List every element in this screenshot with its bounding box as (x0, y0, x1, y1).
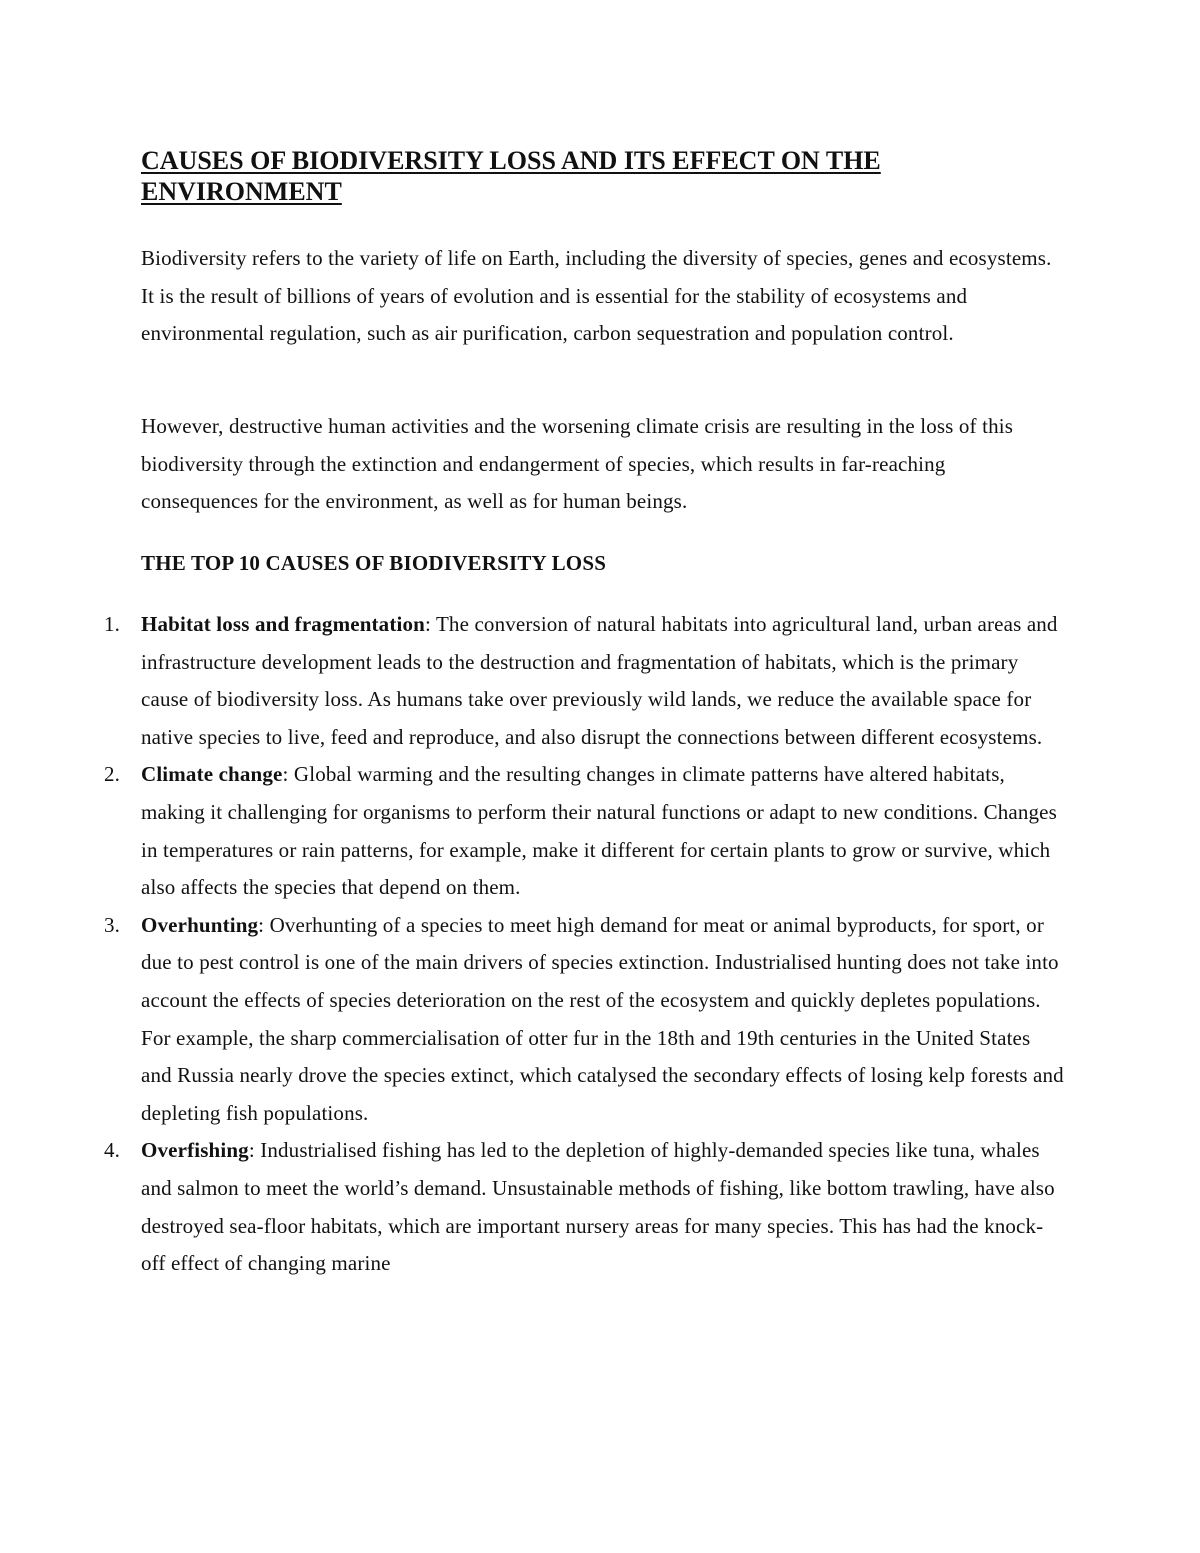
cause-number: 1. (104, 612, 121, 636)
cause-separator: : (248, 1138, 255, 1163)
cause-item-habitat-loss (0, 606, 1066, 756)
intro-paragraph-1: Biodiversity refers to the variety of life on Earth, including the diversity of species, genes and ecosystems. It is the result of billions of years of evolution and is essential for the stability of ecosystems and environmental regulation, such as air purification, carbon sequestration and population control. (141, 246, 1052, 346)
cause-separator: : (258, 912, 265, 937)
cause-item-overfishing (0, 1132, 1066, 1282)
cause-name: Habitat loss and fragmentation (141, 612, 425, 636)
causes-heading: THE TOP 10 CAUSES OF BIODIVERSITY LOSS (141, 551, 607, 575)
cause-name: Overfishing (141, 1138, 249, 1163)
cause-text: Overhunting of a species to meet high demand for meat or animal byproducts, for sport, or due to pest control is one of the main drivers of species extinction. Industrialised hunting does not take into account the effects of species deterioration on the rest of the ecosystem and quickly depletes populations. For example, the sharp commercialisation of otter fur in the 18th and 19th centuries in the United States and Russia nearly drove the species extinct, which catalysed the secondary effects of losing kelp forests and depleting fish populations. (141, 912, 1064, 1125)
cause-item-overhunting (0, 907, 1066, 1133)
document-title: CAUSES OF BIODIVERSITY LOSS AND ITS EFFECT ON THE ENVIRONMENT (141, 146, 881, 206)
intro-paragraph-2: However, destructive human activities and the worsening climate crisis are resulting in the loss of this biodiversity through the extinction and endangerment of species, which results in far-reaching consequences for the environment, as well as for human beings. (141, 414, 1014, 514)
cause-name: Climate change (141, 762, 283, 787)
cause-separator: : (424, 612, 431, 636)
cause-number: 2. (104, 762, 121, 787)
causes-list (0, 606, 1200, 1283)
cause-text: Global warming and the resulting changes in climate patterns have altered habitats, making it challenging for organisms to perform their natural functions or adapt to new conditions. Changes in temperatures or rain patterns, for example, make it different for certain plants to grow or survive, which also affects the species that depend on them. (141, 762, 1057, 900)
cause-text: The conversion of natural habitats into agricultural land, urban areas and infrastructure development leads to the destruction and fragmentation of habitats, which is the primary cause of biodiversity loss. As humans take over previously wild lands, we reduce the available space for native species to live, feed and reproduce, and also disrupt the connections between different ecosystems. (141, 612, 1058, 749)
cause-number: 4. (104, 1138, 121, 1163)
cause-separator: : (282, 762, 289, 787)
cause-text: Industrialised fishing has led to the depletion of highly-demanded species like tuna, whales and salmon to meet the world’s demand. Unsustainable methods of fishing, like bottom trawling, have also destroyed sea-floor habitats, which are important nursery areas for many species. This has had the knock-off effect of changing marine (141, 1138, 1055, 1276)
cause-number: 3. (104, 912, 121, 937)
cause-name: Overhunting (141, 912, 259, 937)
cause-item-climate-change (0, 756, 1066, 906)
